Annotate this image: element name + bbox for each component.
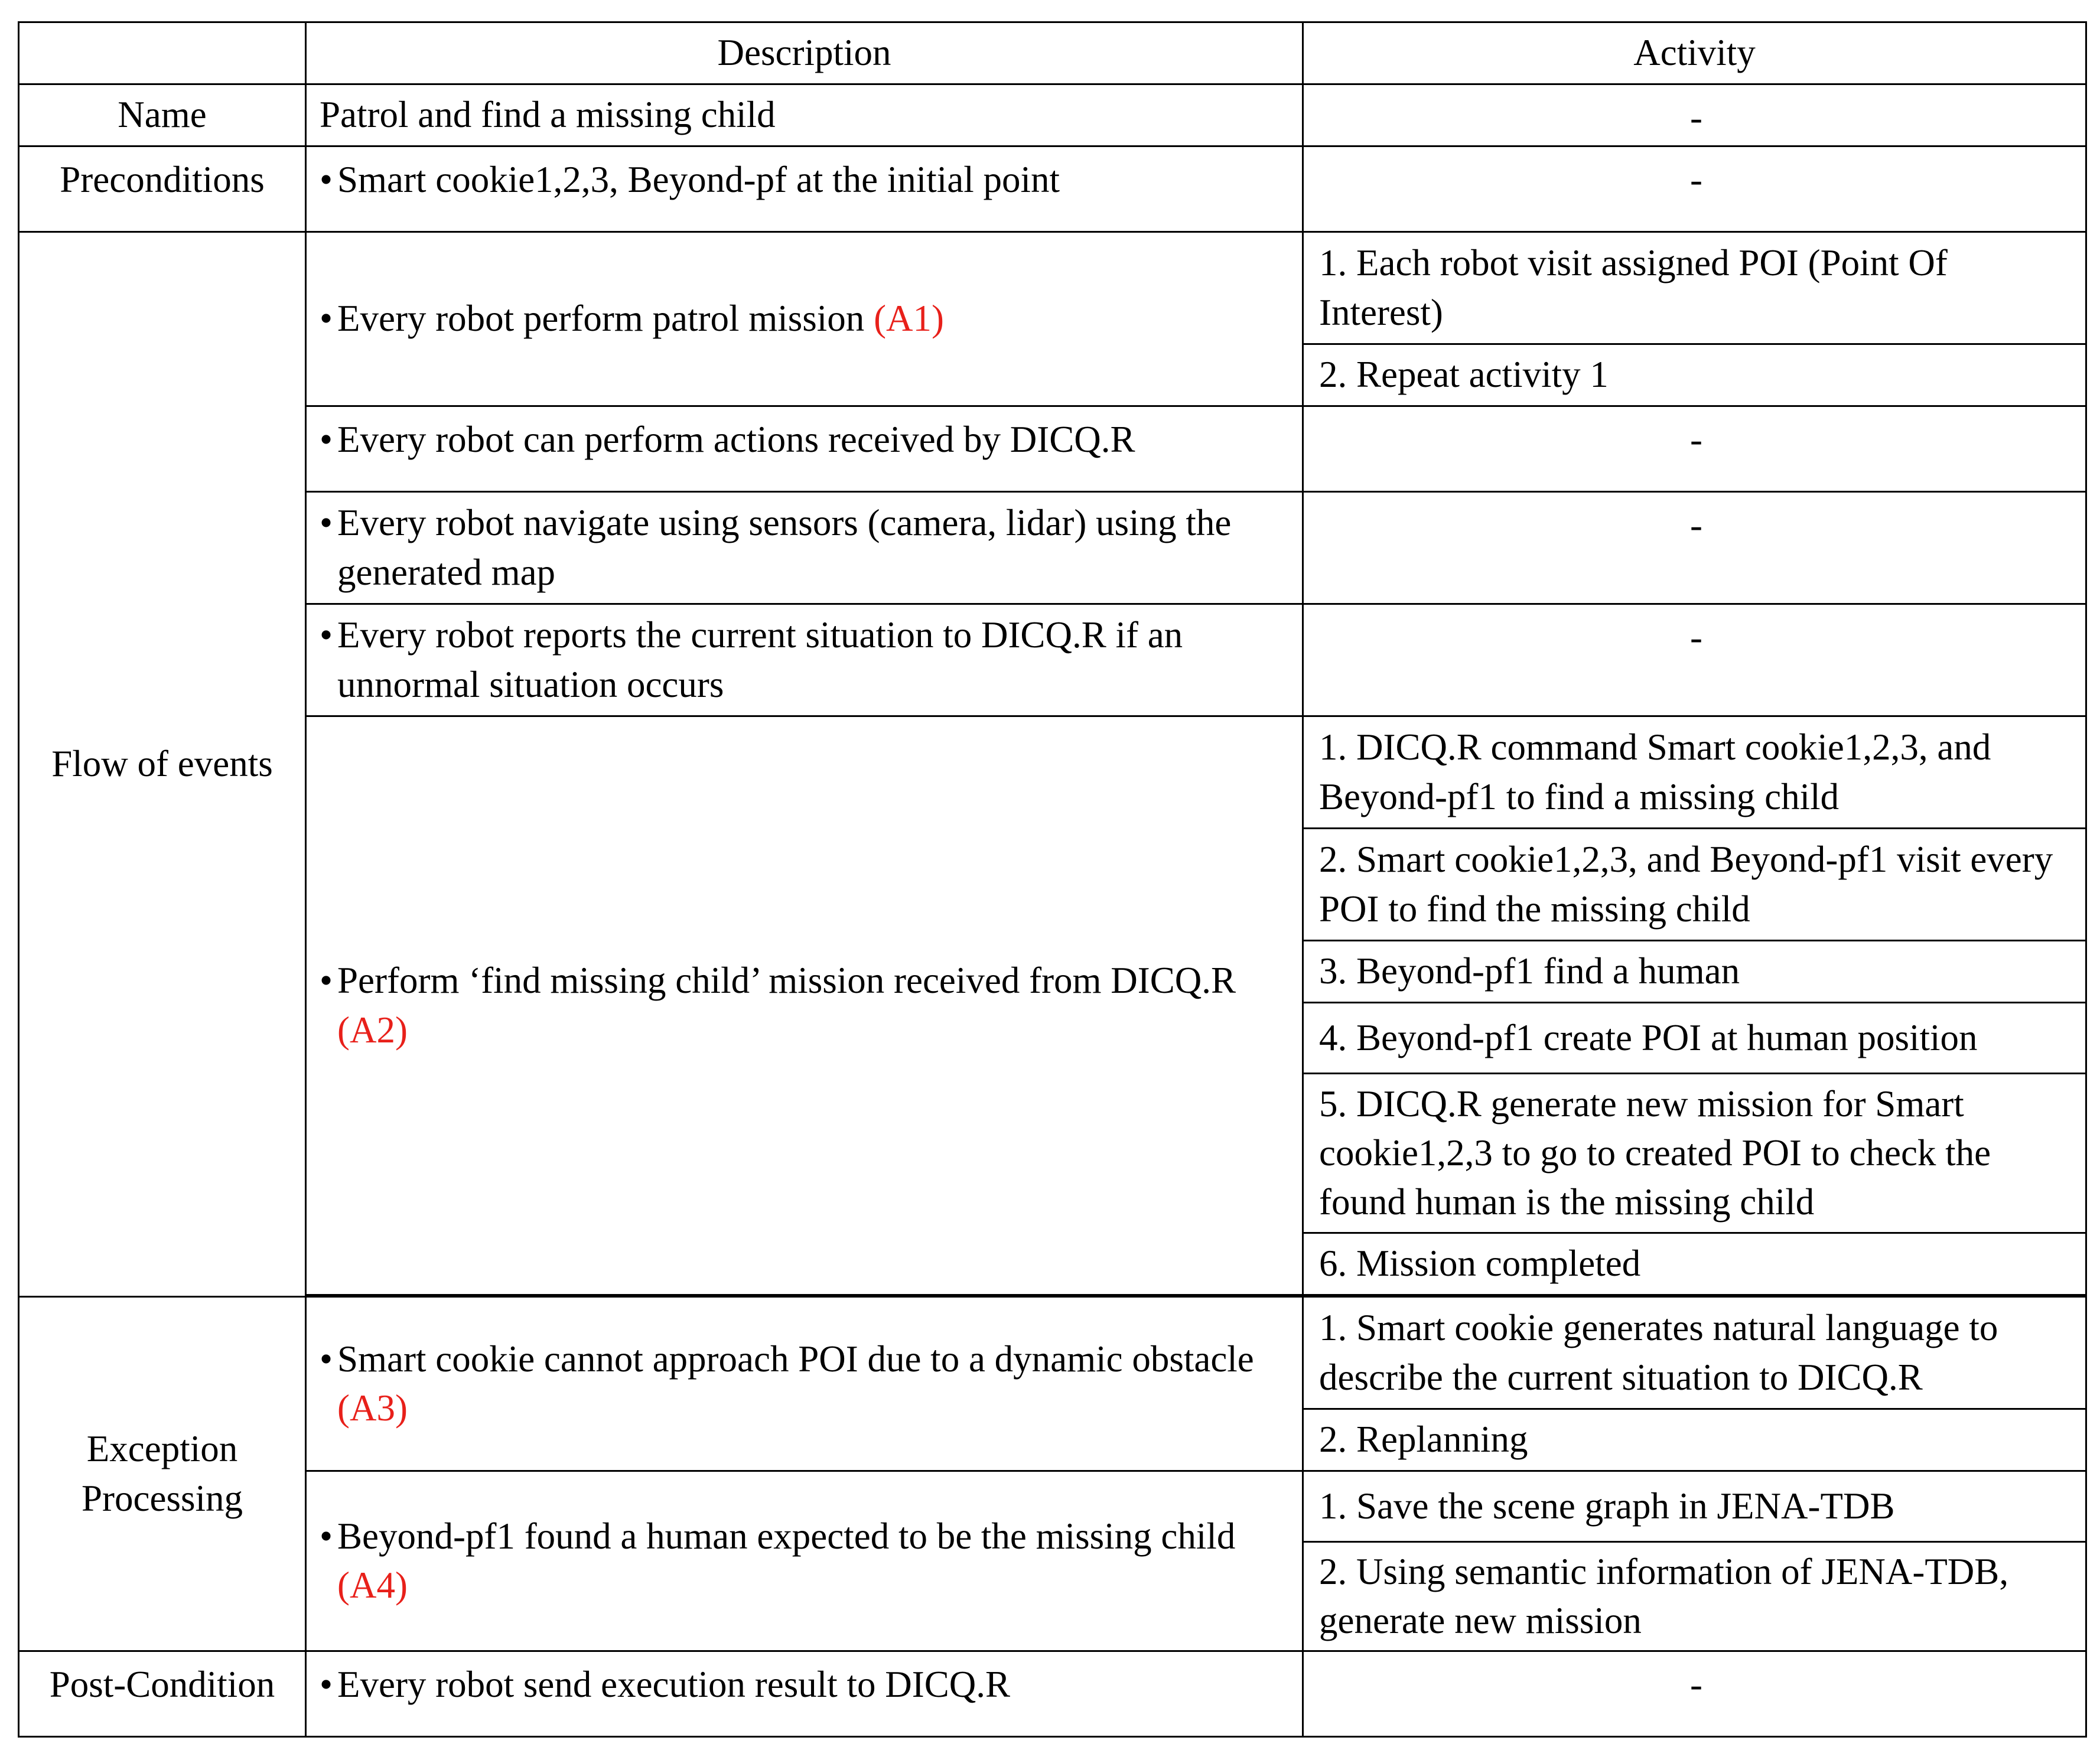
flow-item-1-text: Every robot perform patrol mission — [337, 298, 874, 340]
exception-item-2 — [306, 1471, 1303, 1651]
exception-item-1-activity-1: 1. Smart cookie generates natural language to describe the current situation to DICQ.R — [1303, 1297, 2086, 1409]
flow-item-5-activity-4: 4. Beyond-pf1 create POI at human position — [1303, 1003, 2086, 1074]
header-activity: Activity — [1303, 22, 2086, 84]
flow-item-1-ref: (A1) — [874, 298, 945, 340]
exception-row — [19, 1471, 2086, 1542]
exception-label: Exception Processing — [19, 1297, 306, 1651]
preconditions-activity: - — [1303, 146, 2086, 232]
flow-item-5-text: Perform ‘find missing child’ mission received from DICQ.R — [337, 960, 1236, 1002]
post-condition-activity: - — [1303, 1651, 2086, 1737]
post-condition-row — [19, 1651, 2086, 1737]
flow-row — [19, 232, 2086, 344]
exception-row — [19, 1297, 2086, 1409]
flow-item-4 — [306, 604, 1303, 716]
exception-item-2-text: Beyond-pf1 found a human expected to be the missing child — [337, 1515, 1236, 1557]
flow-row — [19, 604, 2086, 716]
header-row — [19, 22, 2086, 84]
flow-item-3-text: Every robot navigate using sensors (camera, lidar) using the generated map — [337, 502, 1232, 593]
exception-item-1-activity-2: 2. Replanning — [1303, 1409, 2086, 1471]
preconditions-row — [19, 146, 2086, 232]
flow-row — [19, 406, 2086, 492]
flow-item-1-activity-2: 2. Repeat activity 1 — [1303, 344, 2086, 406]
post-condition-label: Post-Condition — [19, 1651, 306, 1737]
flow-item-2-activity: - — [1303, 406, 2086, 492]
exception-item-1-text: Smart cookie cannot approach POI due to a dynamic obstacle — [337, 1338, 1254, 1380]
bullet-mark: • — [320, 1338, 333, 1380]
flow-item-1 — [306, 232, 1303, 406]
exception-item-2-activity-1: 1. Save the scene graph in JENA-TDB — [1303, 1471, 2086, 1542]
bullet-mark: • — [320, 614, 333, 656]
preconditions-description — [306, 146, 1303, 232]
bullet-mark: • — [320, 298, 333, 340]
flow-row — [19, 716, 2086, 829]
preconditions-text: Smart cookie1,2,3, Beyond-pf at the initial point — [337, 159, 1060, 200]
preconditions-label: Preconditions — [19, 146, 306, 232]
bullet-mark: • — [320, 1664, 333, 1705]
bullet-mark: • — [320, 502, 333, 544]
name-description: Patrol and find a missing child — [306, 84, 1303, 146]
flow-item-5-activity-1: 1. DICQ.R command Smart cookie1,2,3, and Beyond-pf1 to find a missing child — [1303, 716, 2086, 829]
exception-item-2-ref: (A4) — [337, 1565, 408, 1606]
name-label: Name — [19, 84, 306, 146]
bullet-mark: • — [320, 419, 333, 460]
flow-item-5-activity-5: 5. DICQ.R generate new mission for Smart cookie1,2,3 to go to created POI to check the found human is the missing child — [1303, 1074, 2086, 1233]
flow-item-4-text: Every robot reports the current situation to DICQ.R if an unnormal situation occurs — [337, 614, 1183, 705]
flow-item-2 — [306, 406, 1303, 492]
flow-item-2-text: Every robot can perform actions received by DICQ.R — [337, 419, 1135, 460]
bullet-mark: • — [320, 1515, 333, 1557]
flow-item-3-activity: - — [1303, 492, 2086, 604]
name-activity: - — [1303, 84, 2086, 146]
header-description: Description — [306, 22, 1303, 84]
header-blank — [19, 22, 306, 84]
bullet-mark: • — [320, 159, 333, 200]
flow-label: Flow of events — [19, 232, 306, 1297]
flow-item-4-activity: - — [1303, 604, 2086, 716]
flow-item-5 — [306, 716, 1303, 1295]
flow-row — [19, 492, 2086, 604]
exception-item-1-ref: (A3) — [337, 1387, 408, 1429]
exception-item-2-activity-2: 2. Using semantic information of JENA-TDB, generate new mission — [1303, 1542, 2086, 1651]
flow-item-3 — [306, 492, 1303, 604]
flow-item-5-ref: (A2) — [337, 1009, 408, 1051]
exception-item-1 — [306, 1297, 1303, 1471]
post-condition-description — [306, 1651, 1303, 1737]
flow-item-5-activity-2: 2. Smart cookie1,2,3, and Beyond-pf1 visit every POI to find the missing child — [1303, 829, 2086, 941]
flow-item-1-activity-1: 1. Each robot visit assigned POI (Point Of Interest) — [1303, 232, 2086, 344]
bullet-mark: • — [320, 960, 333, 1002]
name-row — [19, 84, 2086, 146]
flow-item-5-activity-3: 3. Beyond-pf1 find a human — [1303, 941, 2086, 1003]
flow-item-5-activity-6: 6. Mission completed — [1303, 1233, 2086, 1295]
post-condition-text: Every robot send execution result to DICQ.R — [337, 1664, 1011, 1705]
use-case-table — [18, 21, 2087, 1738]
